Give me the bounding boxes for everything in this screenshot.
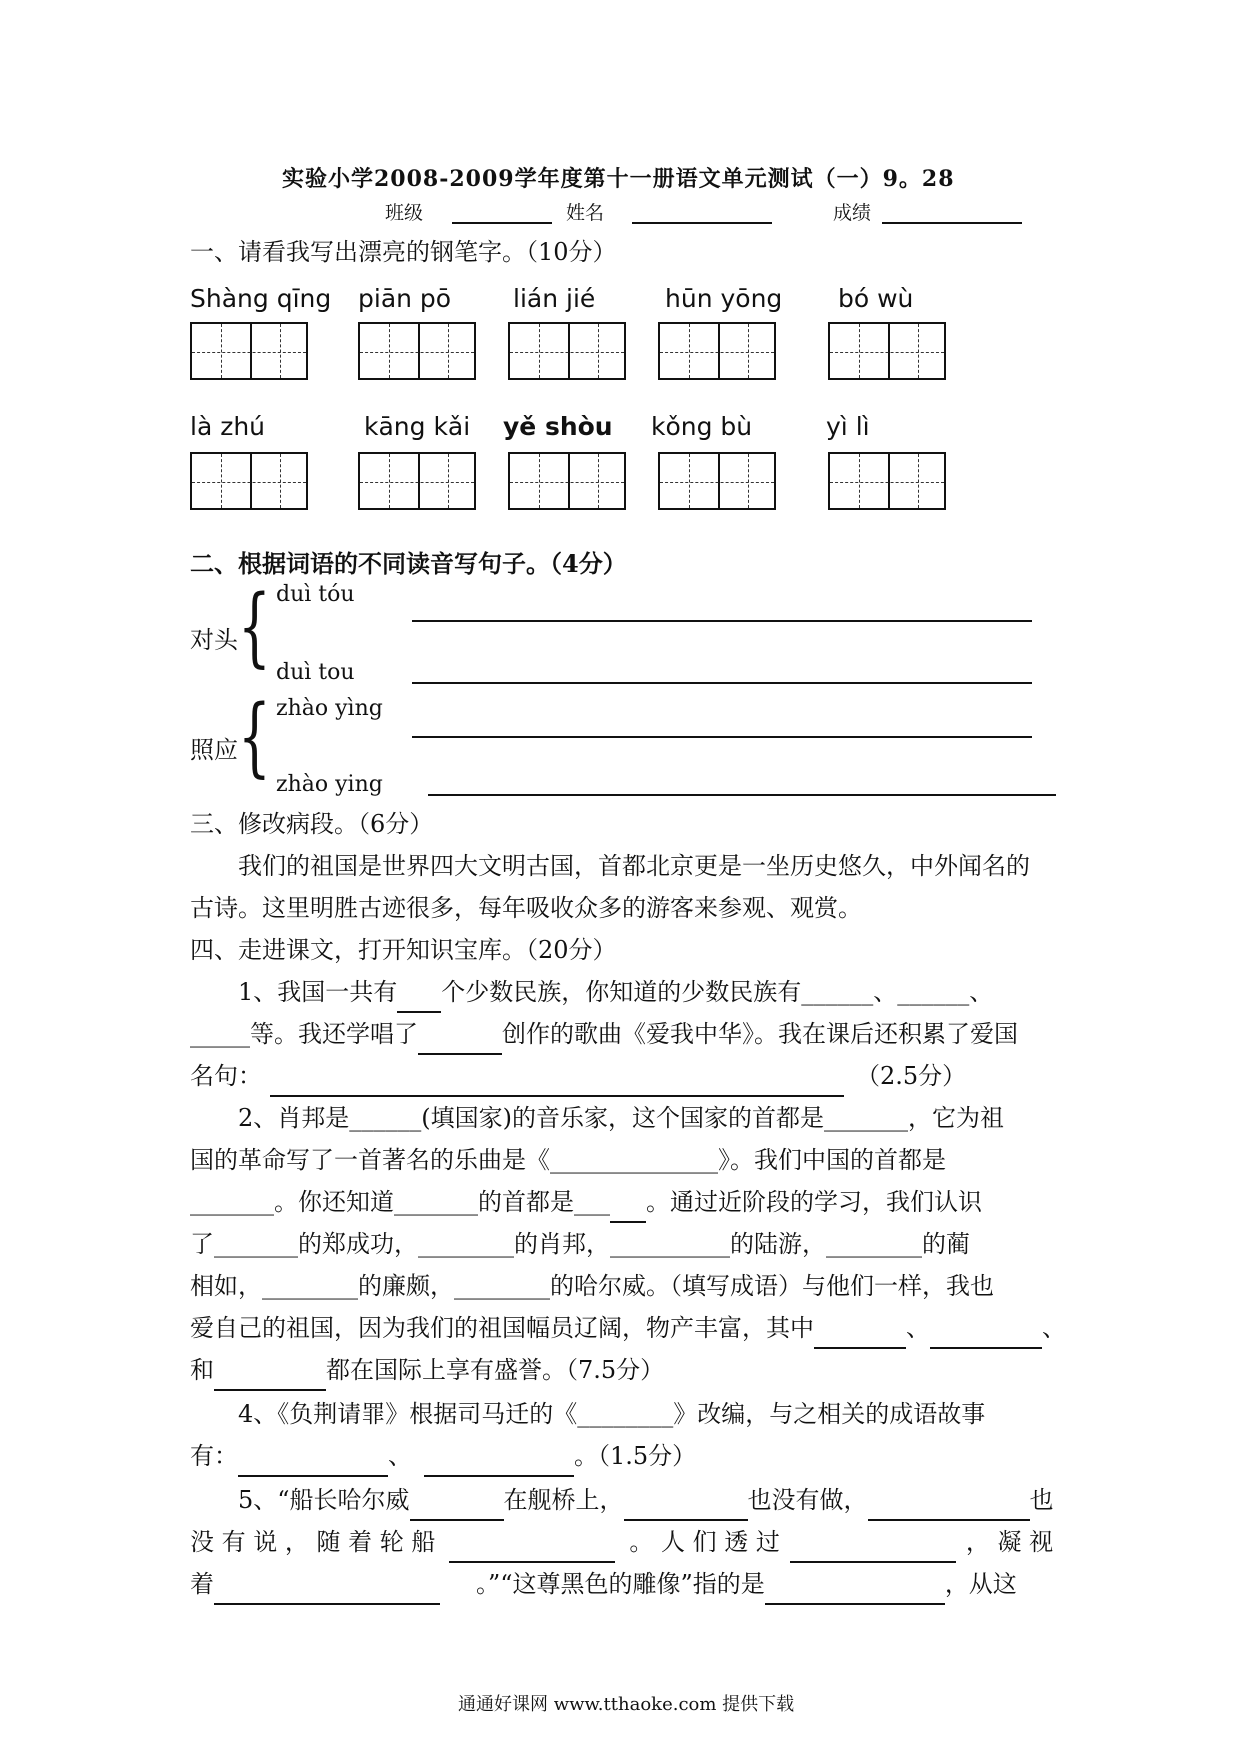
q1-text: 1、我国一共有 [238,978,398,1006]
q5-text: 。 人 们 透 过 [629,1528,780,1556]
q1-text: _____等。我还学唱了 [190,1020,418,1048]
section1-heading: 一、请看我写出漂亮的钢笔字。（10分） [190,238,617,266]
writing-grid[interactable] [828,322,946,380]
writing-grid[interactable] [190,452,308,510]
question-line [190,1436,696,1477]
answer-blank[interactable] [624,1495,748,1521]
q5-text: 5、“船长哈尔威 [238,1486,410,1514]
q1-text: 创作的歌曲《爱我中华》。我在课后还积累了爱国 [502,1020,1018,1048]
writing-grid[interactable] [190,322,308,380]
answer-blank[interactable] [238,1451,388,1477]
writing-grid[interactable] [658,452,776,510]
q2-text: 和 [190,1356,214,1384]
name-label: 姓名 [566,202,605,224]
answer-blank[interactable] [410,1495,504,1521]
question-line [190,1308,1066,1349]
question-line: 2、肖邦是______(填国家)的音乐家，这个国家的首都是_______，它为祖 [238,1104,1004,1132]
writing-grid[interactable] [358,452,476,510]
paragraph-line: 古诗。这里明胜古迹很多，每年吸收众多的游客来参观、观赏。 [190,894,862,922]
pinyin-label: yě shòu [503,412,613,441]
question-line [190,1522,1053,1563]
answer-blank[interactable] [814,1323,906,1349]
pinyin-label: là zhú [190,412,266,441]
section3-heading: 三、修改病段。（6分） [190,810,434,838]
question-line [190,1350,664,1391]
q1-text: 个少数民族，你知道的少数民族有______、______、 [441,978,994,1006]
question-line [238,972,993,1013]
answer-blank[interactable] [397,987,441,1013]
answer-blank[interactable] [214,1579,440,1605]
score-blank[interactable] [882,222,1022,224]
sentence-blank[interactable] [428,794,1056,796]
answer-blank[interactable] [214,1365,326,1391]
q4-text: 有： [190,1442,238,1470]
sentence-blank[interactable] [412,682,1032,684]
pinyin-label: bó wù [838,284,914,313]
answer-blank[interactable] [930,1323,1042,1349]
paragraph-line: 我们的祖国是世界四大文明古国，首都北京更是一坐历史悠久，中外闻名的 [238,852,1030,880]
q5-text: ，从这 [944,1570,1017,1598]
reading-label: duì tou [276,660,355,685]
question-line: 相如，________的廉颇，________的哈尔威。（填写成语）与他们一样，我也 [190,1272,994,1300]
q5-text: 也没有做， [747,1486,868,1514]
q4-text: 、 [388,1442,412,1470]
q2-text: 都在国际上享有盛誉。（7.5分） [326,1356,665,1384]
question-line: 国的革命写了一首著名的乐曲是《______________》。我们中国的首都是 [190,1146,946,1174]
question-line: 4、《负荆请罪》根据司马迁的《________》改编，与之相关的成语故事 [238,1400,986,1428]
q4-text: 。（1.5分） [574,1442,697,1470]
q5-text: 着 [190,1570,214,1598]
answer-blank[interactable] [424,1451,574,1477]
pinyin-label: kāng kǎi [364,412,471,441]
q5-text: 没 有 说 ， 随 着 轮 船 [190,1528,436,1556]
score-label: 成绩 [833,202,872,224]
answer-blank[interactable] [270,1071,844,1097]
brace-icon: { [238,687,271,787]
answer-blank[interactable] [868,1495,1030,1521]
sentence-blank[interactable] [412,736,1032,738]
q5-text: 在舰桥上， [503,1486,624,1514]
footer-text: 通通好课网 www.tthaoke.com 提供下载 [458,1694,795,1715]
reading-label: zhào ying [276,772,383,797]
question-line [190,1182,982,1223]
class-blank[interactable] [452,222,552,224]
q5-text: 。”“这尊黑色的雕像”指的是 [476,1570,765,1598]
q2-text: 。通过近阶段的学习，我们认识 [646,1188,982,1216]
question-line [190,1014,1018,1055]
question-line: 了_______的郑成功，________的肖邦，__________的陆游，________的蔺 [190,1230,970,1258]
writing-grid[interactable] [508,322,626,380]
brace-icon: { [238,577,271,677]
writing-grid[interactable] [358,322,476,380]
q2-text: 爱自己的祖国，因为我们的祖国幅员辽阔，物产丰富，其中 [190,1314,814,1342]
question-line [190,1564,1017,1605]
section4-heading: 四、走进课文，打开知识宝库。（20分） [190,936,617,964]
pinyin-label: Shàng qīng [190,284,332,313]
class-label: 班级 [385,202,424,224]
question-line [238,1480,1054,1521]
name-blank[interactable] [632,222,772,224]
writing-grid[interactable] [658,322,776,380]
sentence-blank[interactable] [412,620,1032,622]
answer-blank[interactable] [449,1537,615,1563]
page-title: 实验小学2008-2009学年度第十一册语文单元测试（一）9。28 [282,166,955,192]
q1-text: 名句： [190,1062,262,1090]
q2-text: 、 [906,1314,930,1342]
pinyin-label: kǒng bù [651,412,753,441]
answer-blank[interactable] [418,1029,502,1055]
answer-blank[interactable] [790,1537,956,1563]
q5-text: 也 [1029,1486,1054,1514]
reading-label: duì tóu [276,582,355,607]
reading-label: zhào yìng [276,696,383,721]
q2-text: _______。你还知道_______的首都是___ [190,1188,610,1216]
pinyin-label: lián jié [513,284,596,313]
section2-heading: 二、根据词语的不同读音写句子。（4分） [190,549,627,578]
q5-text: ， 凝 视 [965,1528,1054,1556]
answer-blank[interactable] [765,1579,945,1605]
word-label: 对头 [190,626,238,654]
pinyin-label: piān pō [358,284,452,313]
question-line [190,1056,966,1097]
q2-text: 、 [1042,1314,1066,1342]
word-label: 照应 [190,736,238,764]
writing-grid[interactable] [828,452,946,510]
writing-grid[interactable] [508,452,626,510]
pinyin-label: hūn yōng [665,284,783,313]
q1-text: （2.5分） [856,1062,967,1090]
answer-blank[interactable] [610,1197,646,1223]
pinyin-label: yì lì [826,412,870,441]
